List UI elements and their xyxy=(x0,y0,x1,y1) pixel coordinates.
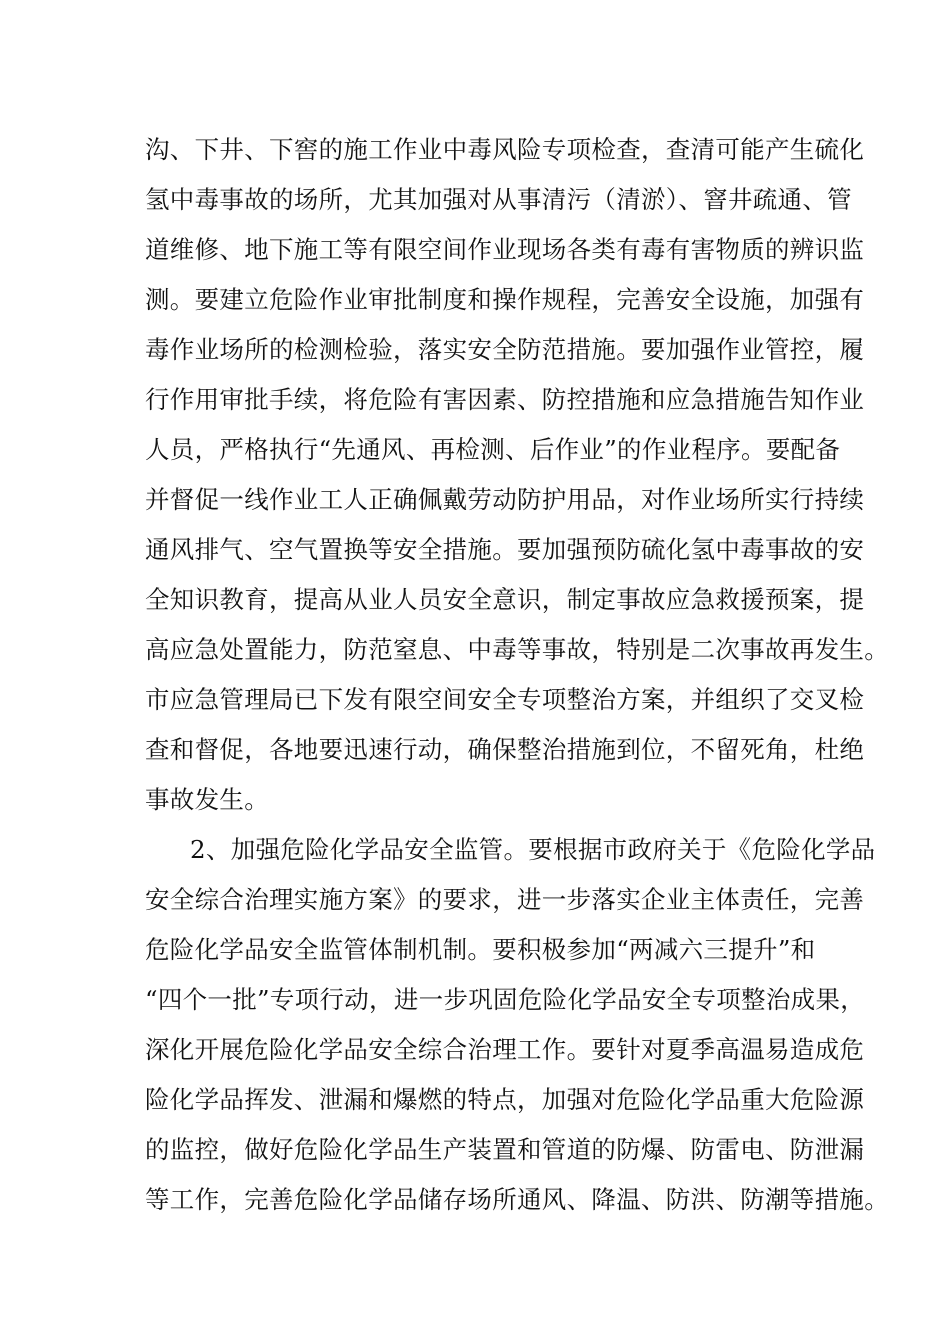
text-line: 险化学品挥发、泄漏和爆燃的特点，加强对危险化学品重大危险源 xyxy=(145,1085,865,1114)
text-line: 人员，严格执行“先通风、再检测、后作业”的作业程序。要配备 xyxy=(145,435,841,464)
text-line: 等工作，完善危险化学品储存场所通风、降温、防洪、防潮等措施。 xyxy=(145,1185,889,1214)
text-line: 深化开展危险化学品安全综合治理工作。要针对夏季高温易造成危 xyxy=(145,1035,865,1064)
text-line: 通风排气、空气置换等安全措施。要加强预防硫化氢中毒事故的安 xyxy=(145,535,865,564)
text-line: 查和督促，各地要迅速行动，确保整治措施到位，不留死角，杜绝 xyxy=(145,735,865,764)
text-line: 危险化学品安全监管体制机制。要积极参加“两减六三提升”和 xyxy=(145,935,816,964)
text-line: 安全综合治理实施方案》的要求，进一步落实企业主体责任，完善 xyxy=(145,885,865,914)
text-line: 毒作业场所的检测检验，落实安全防范措施。要加强作业管控，履 xyxy=(145,335,865,364)
text-line: 事故发生。 xyxy=(145,785,269,814)
text-line: 氢中毒事故的场所，尤其加强对从事清污（清淤）、窨井疏通、管 xyxy=(145,185,852,214)
text-line: 沟、下井、下窖的施工作业中毒风险专项检查，查清可能产生硫化 xyxy=(145,135,865,164)
text-line: 并督促一线作业工人正确佩戴劳动防护用品，对作业场所实行持续 xyxy=(145,485,865,514)
text-line: 市应急管理局已下发有限空间安全专项整治方案，并组织了交叉检 xyxy=(145,685,865,714)
paragraph-start-line: 2、加强危险化学品安全监管。要根据市政府关于《危险化学品 xyxy=(190,835,876,864)
text-line: 的监控，做好危险化学品生产装置和管道的防爆、防雷电、防泄漏 xyxy=(145,1135,865,1164)
text-line: 道维修、地下施工等有限空间作业现场各类有毒有害物质的辨识监 xyxy=(145,235,865,264)
text-line: “四个一批”专项行动，进一步巩固危险化学品安全专项整治成果， xyxy=(145,985,866,1014)
text-line: 高应急处置能力，防范窒息、中毒等事故，特别是二次事故再发生。 xyxy=(145,635,889,664)
text-line: 测。要建立危险作业审批制度和操作规程，完善安全设施，加强有 xyxy=(145,285,865,314)
text-line: 全知识教育，提高从业人员安全意识，制定事故应急救援预案，提 xyxy=(145,585,865,614)
text-line: 行作用审批手续，将危险有害因素、防控措施和应急措施告知作业 xyxy=(145,385,865,414)
